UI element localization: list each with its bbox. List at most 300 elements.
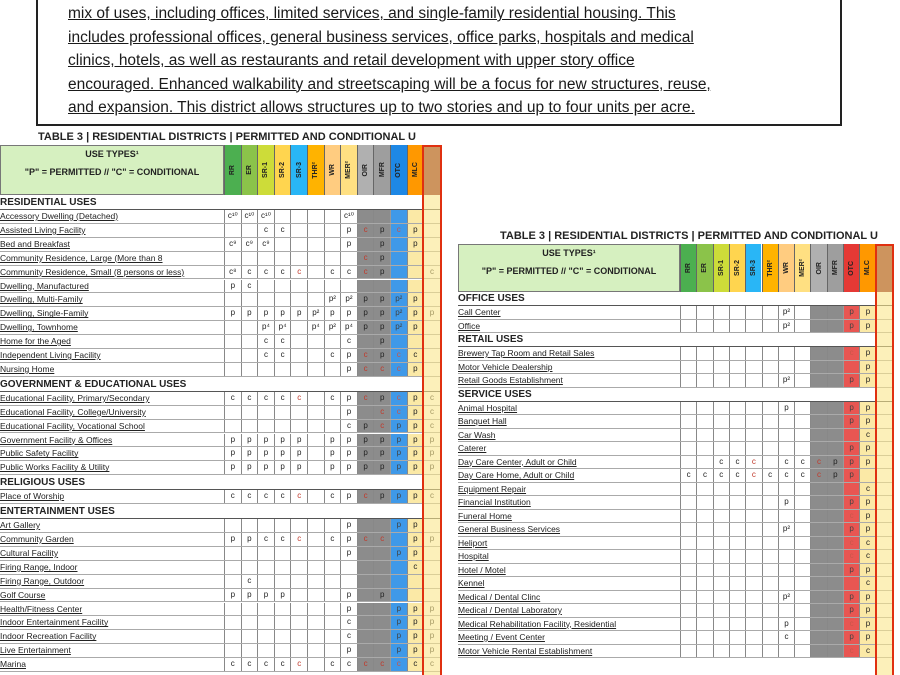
permission-cell xyxy=(290,321,307,334)
permission-cell xyxy=(357,335,374,348)
use-type-label: Retail Goods Establishment xyxy=(458,375,563,385)
permission-cell xyxy=(696,456,712,469)
permission-cell: p xyxy=(407,461,424,474)
permission-cell xyxy=(324,644,341,657)
permission-cell xyxy=(762,429,778,442)
permission-cell xyxy=(390,280,407,293)
permission-cell xyxy=(373,210,390,223)
permission-cell xyxy=(324,630,341,643)
district-column-header xyxy=(794,244,810,292)
permission-cell: p xyxy=(843,442,859,455)
permission-cell xyxy=(827,631,843,644)
permission-cell xyxy=(762,402,778,415)
permission-cell xyxy=(390,238,407,251)
permission-cell xyxy=(680,645,696,658)
permission-cell xyxy=(810,496,826,509)
permission-cell xyxy=(390,589,407,602)
table-row xyxy=(458,306,892,320)
permission-cell: p xyxy=(274,447,291,460)
permission-cell xyxy=(762,645,778,658)
permission-cell: p xyxy=(859,306,875,319)
permission-cell: c xyxy=(373,406,390,419)
permission-cell xyxy=(745,591,761,604)
table-row xyxy=(0,589,440,603)
permission-cell: c xyxy=(778,631,794,644)
permission-cell xyxy=(745,523,761,536)
permission-cell: c xyxy=(843,537,859,550)
table-row xyxy=(0,461,440,475)
permission-cell xyxy=(794,591,810,604)
permission-cell xyxy=(778,564,794,577)
permission-cell xyxy=(810,523,826,536)
permission-cell: p xyxy=(340,461,357,474)
permission-cell xyxy=(729,496,745,509)
permission-cell xyxy=(810,631,826,644)
permission-cell: p xyxy=(843,591,859,604)
permission-cell xyxy=(745,618,761,631)
use-type-label: Heliport xyxy=(458,537,488,548)
permission-cell: p xyxy=(778,496,794,509)
use-types-label: USE TYPES¹ xyxy=(542,248,596,258)
permission-cell xyxy=(324,280,341,293)
table-row xyxy=(0,321,440,335)
permission-cell: c xyxy=(290,392,307,405)
permission-cell: c xyxy=(241,280,258,293)
table-row xyxy=(458,361,892,375)
permission-cell xyxy=(810,402,826,415)
permission-cell xyxy=(729,374,745,387)
permission-cell: c xyxy=(357,392,374,405)
permission-cell xyxy=(357,575,374,588)
permission-cell: c xyxy=(729,469,745,482)
permission-cell xyxy=(810,577,826,590)
permission-cell xyxy=(241,547,258,560)
permission-cell xyxy=(745,374,761,387)
permission-cell: c xyxy=(274,392,291,405)
use-type-label: Funeral Home xyxy=(458,510,512,521)
table-title: TABLE 3 | RESIDENTIAL DISTRICTS | PERMITTED AND CONDITIONAL U xyxy=(500,230,878,242)
permission-cell xyxy=(745,483,761,496)
permission-cell: p xyxy=(843,306,859,319)
permission-cell: p xyxy=(340,406,357,419)
permission-cell xyxy=(680,631,696,644)
use-type-label: Accessory Dwelling (Detached) xyxy=(0,211,119,221)
permission-cell xyxy=(713,550,729,563)
permission-cell xyxy=(713,374,729,387)
permission-cell xyxy=(696,523,712,536)
permission-cell: c xyxy=(324,392,341,405)
permission-cell xyxy=(696,320,712,333)
permission-cell: p xyxy=(340,519,357,532)
permission-cell: c xyxy=(274,266,291,279)
use-type-label: Live Entertainment xyxy=(0,645,71,656)
permission-cell xyxy=(762,483,778,496)
permission-cell: c xyxy=(324,533,341,546)
permission-cell xyxy=(257,519,274,532)
section-label: GOVERNMENT & EDUCATIONAL USES xyxy=(0,378,187,390)
permission-cell: c xyxy=(257,335,274,348)
permission-cell xyxy=(324,238,341,251)
permission-cell: p xyxy=(340,392,357,405)
permission-cell: p xyxy=(224,533,241,546)
permission-cell xyxy=(794,402,810,415)
permission-cell xyxy=(794,523,810,536)
permission-cell xyxy=(729,510,745,523)
legend-label: "P" = PERMITTED // "C" = CONDITIONAL xyxy=(481,266,657,276)
permission-cell: p xyxy=(778,618,794,631)
description-line: mix of uses, including offices, limited services, and single-family residential housing. This xyxy=(68,5,676,22)
permission-cell xyxy=(827,306,843,319)
permission-cell: p xyxy=(373,266,390,279)
permission-cell: p² xyxy=(390,307,407,320)
table-row xyxy=(458,456,892,470)
permission-cell xyxy=(290,293,307,306)
table-row xyxy=(458,402,892,416)
permission-cell: c⁹ xyxy=(241,238,258,251)
table-row xyxy=(0,434,440,448)
permission-cell: p xyxy=(390,603,407,616)
permission-cell: p xyxy=(843,456,859,469)
permission-cell: p xyxy=(843,415,859,428)
permission-cell: c xyxy=(373,658,390,671)
permission-cell: c xyxy=(729,456,745,469)
table-row xyxy=(0,335,440,349)
use-type-label: Indoor Entertainment Facility xyxy=(0,617,109,628)
use-type-label: Banquet Hall xyxy=(458,416,507,426)
use-type-label: Community Residence, Small (8 persons or less) xyxy=(0,266,185,277)
district-column-header xyxy=(843,244,859,292)
table-row xyxy=(0,293,440,307)
permission-cell: c xyxy=(241,490,258,503)
use-type-label: Car Wash xyxy=(458,429,496,440)
section-label: RELIGIOUS USES xyxy=(0,477,86,489)
permission-cell: p xyxy=(373,461,390,474)
permission-cell xyxy=(357,589,374,602)
permission-cell xyxy=(680,429,696,442)
permission-cell xyxy=(373,644,390,657)
permission-cell xyxy=(778,510,794,523)
permission-cell xyxy=(241,630,258,643)
permission-cell xyxy=(729,537,745,550)
permission-cell xyxy=(810,306,826,319)
permission-cell xyxy=(274,420,291,433)
permission-cell: p xyxy=(859,402,875,415)
district-code: MLC xyxy=(411,162,419,178)
permission-cell: c xyxy=(324,658,341,671)
permission-cell xyxy=(810,564,826,577)
permission-cell: c xyxy=(340,616,357,629)
permission-cell: p xyxy=(843,374,859,387)
permission-cell xyxy=(680,347,696,360)
permission-cell: p² xyxy=(778,591,794,604)
permission-cell xyxy=(762,456,778,469)
highlighted-district-column xyxy=(422,145,442,675)
permission-cell: p xyxy=(407,644,424,657)
permission-cell xyxy=(224,293,241,306)
permission-cell xyxy=(827,604,843,617)
permission-cell: p xyxy=(290,307,307,320)
permission-cell: p xyxy=(859,496,875,509)
district-column-header xyxy=(241,145,258,195)
permission-cell xyxy=(324,252,341,265)
table-row xyxy=(458,591,892,605)
permission-cell xyxy=(680,415,696,428)
permission-cell xyxy=(778,361,794,374)
permission-cell xyxy=(680,564,696,577)
permission-cell: c xyxy=(274,490,291,503)
permission-cell xyxy=(357,519,374,532)
use-type-label: Nursing Home xyxy=(0,363,55,374)
district-code: RR xyxy=(229,164,237,176)
permission-cell: c xyxy=(390,224,407,237)
permission-cell xyxy=(745,550,761,563)
permission-cell: p xyxy=(290,447,307,460)
permission-cell: p xyxy=(859,442,875,455)
permission-cell xyxy=(373,616,390,629)
permission-cell xyxy=(307,575,324,588)
permission-cell: c xyxy=(843,550,859,563)
permission-cell xyxy=(696,429,712,442)
permission-cell: p⁴ xyxy=(257,321,274,334)
permission-cell xyxy=(241,561,258,574)
permission-cell xyxy=(762,577,778,590)
permission-cell: c xyxy=(859,429,875,442)
permission-cell: p xyxy=(224,307,241,320)
permission-cell: p xyxy=(274,307,291,320)
table-row xyxy=(0,447,440,461)
use-type-label: Brewery Tap Room and Retail Sales xyxy=(458,348,595,358)
permission-cell: p⁴ xyxy=(274,321,291,334)
permission-cell: p xyxy=(843,604,859,617)
district-code: OTC xyxy=(395,162,403,178)
permission-cell: c xyxy=(696,469,712,482)
permission-cell xyxy=(745,347,761,360)
permission-cell: c xyxy=(859,483,875,496)
permission-cell: p xyxy=(357,461,374,474)
permission-cell xyxy=(290,363,307,376)
table-row xyxy=(0,238,440,252)
use-type-label: Educational Facility, Primary/Secondary xyxy=(0,392,150,403)
district-column-header xyxy=(778,244,794,292)
permission-cell xyxy=(713,564,729,577)
permission-cell: p xyxy=(241,461,258,474)
district-column-header xyxy=(373,145,390,195)
table-row xyxy=(0,210,440,224)
use-type-label: Hotel / Motel xyxy=(458,564,506,575)
permission-cell xyxy=(680,577,696,590)
permission-cell xyxy=(680,510,696,523)
use-type-label: Community Garden xyxy=(0,534,74,544)
table-row xyxy=(0,644,440,658)
use-type-label: Office xyxy=(458,320,481,331)
permission-cell xyxy=(680,523,696,536)
permission-cell xyxy=(241,519,258,532)
permission-cell: p² xyxy=(324,321,341,334)
use-type-label: Financial Institution xyxy=(458,497,531,507)
permission-cell: p xyxy=(274,461,291,474)
permission-cell: p xyxy=(859,361,875,374)
permission-cell: p xyxy=(241,434,258,447)
permission-cell xyxy=(324,603,341,616)
permission-cell xyxy=(827,483,843,496)
permission-cell xyxy=(373,575,390,588)
permission-cell: c⁹ xyxy=(224,238,241,251)
permission-cell: c¹⁰ xyxy=(340,210,357,223)
use-type-label: Day Care Home, Adult or Child xyxy=(458,470,575,480)
description-line: encouraged. Enhanced walkability and streetscaping will be a focus for new structures, reuse, xyxy=(68,75,711,93)
permission-cell xyxy=(827,564,843,577)
permission-cell xyxy=(290,547,307,560)
permission-cell: c xyxy=(357,349,374,362)
table-row xyxy=(458,604,892,618)
permission-cell xyxy=(794,320,810,333)
permission-cell xyxy=(224,630,241,643)
permission-cell: c xyxy=(810,456,826,469)
permission-cell xyxy=(696,496,712,509)
permission-cell: p xyxy=(407,406,424,419)
permission-cell xyxy=(224,321,241,334)
permission-cell xyxy=(778,347,794,360)
permission-cell xyxy=(810,361,826,374)
permission-cell: c xyxy=(357,266,374,279)
permission-cell: p xyxy=(340,447,357,460)
permission-cell: p xyxy=(373,490,390,503)
permission-cell: p xyxy=(224,280,241,293)
permission-cell: p xyxy=(373,224,390,237)
permission-cell: p xyxy=(373,335,390,348)
permission-cell xyxy=(324,519,341,532)
use-type-label: Independent Living Facility xyxy=(0,350,101,360)
permission-cell xyxy=(290,349,307,362)
district-column-header xyxy=(827,244,843,292)
permission-cell xyxy=(713,577,729,590)
permission-cell xyxy=(274,519,291,532)
permission-cell: p xyxy=(340,434,357,447)
permission-cell: c xyxy=(224,392,241,405)
use-type-label: Government Facility & Offices xyxy=(0,434,113,445)
use-types-header xyxy=(0,145,224,195)
permission-cell xyxy=(680,361,696,374)
district-column-header xyxy=(324,145,341,195)
permission-cell: p xyxy=(324,307,341,320)
permission-cell xyxy=(696,361,712,374)
district-code: WR xyxy=(328,164,336,176)
permission-cell xyxy=(713,510,729,523)
table-row xyxy=(0,519,440,533)
table-row xyxy=(458,496,892,510)
use-type-label: Hospital xyxy=(458,551,489,561)
permission-cell xyxy=(745,320,761,333)
permission-cell: c xyxy=(745,469,761,482)
permission-cell xyxy=(274,630,291,643)
permission-cell xyxy=(373,630,390,643)
permission-cell xyxy=(257,280,274,293)
permission-cell xyxy=(290,603,307,616)
use-type-label: Art Gallery xyxy=(0,520,41,531)
table-row xyxy=(458,523,892,537)
permission-cell: c xyxy=(713,456,729,469)
permission-cell xyxy=(794,631,810,644)
permission-cell xyxy=(745,415,761,428)
permission-cell: p xyxy=(373,392,390,405)
permission-cell: c xyxy=(762,469,778,482)
permission-cell xyxy=(340,280,357,293)
table-row xyxy=(458,550,892,564)
use-type-label: Medical / Dental Clinc xyxy=(458,591,541,602)
use-types-header xyxy=(458,244,680,292)
table-row xyxy=(458,374,892,388)
permission-cell xyxy=(778,483,794,496)
permission-cell xyxy=(696,347,712,360)
permission-cell xyxy=(324,547,341,560)
permission-cell xyxy=(224,335,241,348)
permission-cell xyxy=(827,442,843,455)
permission-cell xyxy=(224,561,241,574)
use-type-label: Medical / Dental Laboratory xyxy=(458,605,562,615)
use-type-label: Educational Facility, College/University xyxy=(0,406,146,417)
permission-cell: c xyxy=(224,490,241,503)
use-type-label: Dwelling, Single-Family xyxy=(0,308,89,319)
permission-cell xyxy=(390,575,407,588)
table-row xyxy=(0,561,440,575)
permission-cell xyxy=(290,210,307,223)
permission-cell: c xyxy=(859,645,875,658)
permission-cell xyxy=(307,630,324,643)
table-row xyxy=(458,645,892,659)
permission-cell xyxy=(713,483,729,496)
permission-cell xyxy=(762,320,778,333)
permission-cell: p² xyxy=(307,307,324,320)
district-code: OIR xyxy=(362,163,370,177)
permission-cell xyxy=(390,561,407,574)
permission-cell: c xyxy=(257,266,274,279)
permission-cell: p xyxy=(357,447,374,460)
permission-cell xyxy=(257,644,274,657)
use-type-label: Caterer xyxy=(458,443,487,453)
section-header xyxy=(0,195,440,210)
permission-cell: p xyxy=(290,434,307,447)
district-code: MLC xyxy=(864,260,872,276)
permission-cell xyxy=(810,537,826,550)
permission-cell xyxy=(794,604,810,617)
permission-cell: c xyxy=(407,349,424,362)
permission-cell xyxy=(257,616,274,629)
permission-cell xyxy=(274,644,291,657)
permission-cell xyxy=(257,561,274,574)
permission-cell: p xyxy=(827,456,843,469)
table-row xyxy=(458,577,892,591)
permission-cell xyxy=(827,591,843,604)
permission-cell xyxy=(827,550,843,563)
permission-cell xyxy=(307,392,324,405)
permission-cell xyxy=(745,306,761,319)
table-row xyxy=(458,564,892,578)
permission-cell xyxy=(224,616,241,629)
table-row xyxy=(0,280,440,294)
permission-cell xyxy=(373,561,390,574)
permission-cell xyxy=(224,420,241,433)
permission-cell xyxy=(762,604,778,617)
permission-cell xyxy=(307,589,324,602)
permission-cell xyxy=(827,510,843,523)
permission-cell: c xyxy=(274,533,291,546)
permission-cell: p² xyxy=(324,293,341,306)
permission-cell xyxy=(373,280,390,293)
permission-cell: c xyxy=(274,658,291,671)
permission-cell: c xyxy=(257,658,274,671)
permission-cell: c xyxy=(357,252,374,265)
permission-cell: p xyxy=(407,293,424,306)
